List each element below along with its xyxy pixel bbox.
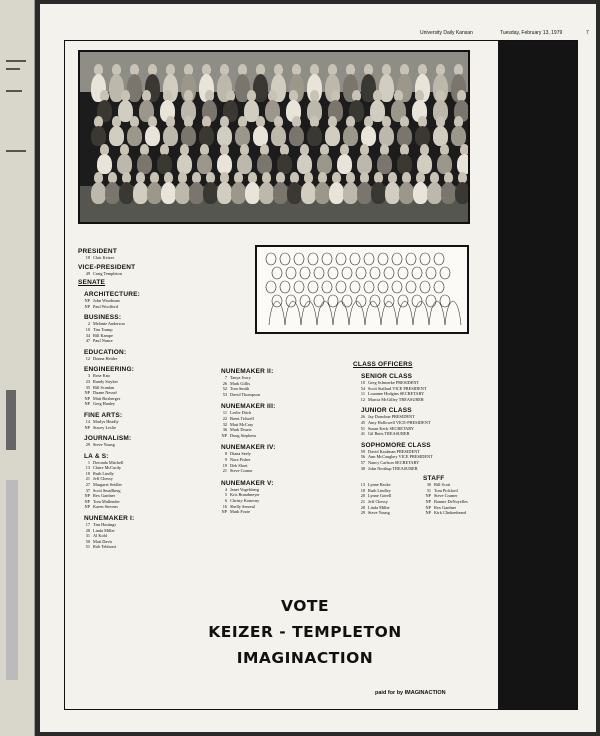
candidate-entry (215, 468, 335, 474)
ballot-number: 28 (85, 527, 90, 533)
candidate-name: Shelly Senreal (230, 503, 255, 509)
person-body (91, 126, 106, 146)
ballot-number: 3 (87, 373, 90, 379)
ballot-number: 35 (85, 384, 90, 390)
person-body (273, 182, 288, 204)
sketch-drawing (257, 247, 463, 328)
person-body (399, 182, 414, 204)
candidate-name: Jeff Chessy (368, 498, 388, 504)
candidate-name: Nora Fisher (230, 456, 251, 462)
ballot-number: 9 (224, 456, 227, 462)
person-body (259, 182, 274, 204)
person-body (385, 182, 400, 204)
candidate-name: Susan Keck SECRETARY (368, 425, 414, 431)
candidate-name: Brent Tidwell (230, 415, 254, 421)
candidate-name: Amy Hollowell VICE-PRESIDENT (368, 419, 431, 425)
candidate-name: Doug Stephens (230, 432, 257, 438)
ballot-number: NP (84, 424, 90, 430)
ballot-number: 12 (85, 355, 90, 361)
group-heading: NUNEMAKER III: (221, 403, 276, 411)
person-body (457, 154, 470, 174)
person-body (175, 182, 190, 204)
group-heading: FINE ARTS: (84, 411, 123, 419)
vice-president-heading: VICE-PRESIDENT (78, 263, 136, 271)
person-body (297, 154, 312, 174)
ballot-number: 18 (85, 470, 90, 476)
candidate-name: Donna Heider (93, 355, 118, 361)
person-body (147, 182, 162, 204)
candidate-name: Matt Davis (93, 538, 113, 544)
candidate-name: Marcia McGilley TREASURER (368, 396, 424, 402)
candidate-name: John Woodman (93, 298, 120, 304)
vote-line: VOTE (280, 597, 330, 615)
ballot-number: 19 (222, 462, 227, 468)
ballot-number: 17 (85, 522, 90, 528)
candidate-name: Deronda Mitchell (93, 459, 124, 465)
ballot-number: NP (84, 493, 90, 499)
person-body (271, 126, 286, 146)
candidate-entry (215, 392, 335, 398)
candidate-name: Duane Nessel (93, 390, 117, 396)
group-heading: ARCHITECTURE: (84, 291, 141, 299)
president-heading: PRESIDENT (78, 248, 118, 255)
ballot-number: NP (425, 504, 431, 510)
staff-heading: STAFF (423, 475, 445, 483)
ballot-number: NP (221, 509, 227, 515)
person-body (105, 182, 120, 204)
person-body (289, 126, 304, 146)
ballot-number: NP (84, 298, 90, 304)
candidate-name: Christy Konecny (230, 497, 260, 503)
candidate-name: Al Kohl (93, 533, 107, 539)
group-photo (78, 50, 470, 224)
person-body (161, 182, 176, 204)
candidate-name: Bonnie DeNoyelles (434, 498, 468, 504)
group-heading: NUNEMAKER V: (221, 479, 274, 487)
person-body (127, 126, 142, 146)
ballot-number: 53 (222, 391, 227, 397)
class-heading: JUNIOR CLASS (361, 407, 412, 415)
candidate-name: Tim Hastings (93, 522, 117, 528)
candidate-entry (215, 509, 335, 515)
candidate-name: Deb Short (230, 462, 248, 468)
person-body (157, 154, 172, 174)
person-body (181, 126, 196, 146)
candidate-name: Gil Betts TREASURER (368, 431, 410, 437)
class-officers-heading: CLASS OFFICERS (353, 361, 413, 368)
person-body (329, 182, 344, 204)
candidate-entry (419, 510, 468, 516)
candidate-name: Clair Keizer (93, 255, 115, 260)
candidate-name: Steve Young (368, 510, 390, 516)
page-number: 7 (586, 30, 589, 36)
party-line: IMAGINACTION (236, 649, 374, 667)
person-body (117, 154, 132, 174)
candidate-name: David Thompson (230, 391, 260, 397)
candidate-name: Tom Pickford (434, 487, 458, 493)
candidate-name: Randy Stryker (93, 378, 118, 384)
candidate-name: Jay Donohue PRESIDENT (368, 414, 415, 420)
ballot-number: 29 (360, 510, 365, 516)
candidate-name: Melanie Anderson (93, 321, 125, 327)
person-body (235, 126, 250, 146)
ballot-number: 1 (87, 459, 90, 465)
ballot-number: 23 (85, 378, 90, 384)
candidate-name: Matt McCray (230, 421, 254, 427)
candidate-name: Scott Smallberg (93, 487, 121, 493)
ballot-number: 10 (360, 380, 365, 385)
group-heading: NUNEMAKER I: (84, 515, 135, 523)
candidate-entry (78, 255, 248, 261)
ballot-number: NP (84, 303, 90, 309)
candidate-name: Jeff Chessy (93, 476, 113, 482)
candidate-name: Rex Gardner (434, 504, 457, 510)
person-body (217, 154, 232, 174)
person-body (325, 126, 340, 146)
candidate-name: Stacey Leslie (93, 424, 117, 430)
candidate-name: Steve Cramer (434, 493, 458, 499)
ballot-number: 31 (85, 533, 90, 539)
person-body (231, 182, 246, 204)
candidate-name: Kirk Clinkenbeard (434, 510, 467, 516)
ballot-number: 45 (360, 419, 365, 425)
candidate-name: Louanne Hodgins SECRETARY (368, 391, 425, 397)
person-body (451, 126, 466, 146)
person-body (357, 182, 372, 204)
candidate-name: Craig Templeton (93, 270, 122, 276)
person-body (145, 126, 160, 146)
candidate-name: Greg Hanley (93, 401, 116, 407)
imaginaction-banner (498, 41, 577, 709)
candidate-entry (78, 356, 248, 362)
ballot-number: 49 (85, 270, 90, 276)
ballot-number: 7 (224, 375, 227, 380)
ballot-number: 8 (224, 451, 227, 457)
ballot-number: 32 (222, 421, 227, 427)
candidate-name: Diana Seely (230, 451, 251, 457)
ballot-number: 5 (224, 492, 227, 498)
class-heading: SENIOR CLASS (361, 373, 413, 380)
ballot-number: 26 (222, 380, 227, 386)
ballot-number: 18 (360, 487, 365, 493)
ballot-number: NP (84, 504, 90, 510)
paid-for-note: paid for by IMAGINACTION (375, 690, 446, 696)
candidate-name: Tanya Ivory (230, 375, 251, 380)
ballot-number: 13 (85, 465, 90, 471)
ballot-number: 41 (360, 431, 365, 437)
ballot-number: 12 (360, 396, 365, 402)
candidate-name: Tim Trump (93, 326, 113, 332)
candidate-name: Kris Brandmeyer (230, 492, 260, 498)
ballot-number: 21 (85, 476, 90, 482)
candidate-entry (353, 431, 493, 437)
ballot-number: 56 (360, 454, 365, 460)
candidate-name: Steve Young (93, 442, 115, 448)
ballot-number: 54 (360, 385, 365, 391)
candidate-name: Rob Tebhorst (93, 544, 117, 550)
ballot-number: 16 (222, 503, 227, 509)
candidates-line: KEIZER - TEMPLETON (208, 623, 402, 641)
candidate-name: Bill Scott (434, 482, 451, 488)
candidate-name: Scott Stallard VICE PRESIDENT (368, 385, 427, 391)
person-body (301, 182, 316, 204)
ballot-number: NP (84, 390, 90, 396)
ballot-number: 30 (426, 482, 431, 488)
group-heading: ENGINEERING: (84, 366, 135, 374)
candidate-name: Greg Schmerke PRESIDENT (368, 380, 420, 385)
middle-column (215, 362, 335, 515)
candidate-name: Lynne Racke (368, 482, 391, 488)
ballot-number: 18 (85, 255, 90, 260)
person-body (119, 182, 134, 204)
ballot-number: 11 (360, 391, 365, 397)
candidate-name: Ruth Lindley (368, 487, 391, 493)
ballot-number: NP (425, 510, 431, 516)
ballot-number: 47 (85, 338, 90, 344)
candidate-name: David Kaufman PRESIDENT (368, 448, 420, 454)
person-body (437, 154, 452, 174)
person-body (307, 126, 322, 146)
ballot-number: 51 (85, 544, 90, 550)
ballot-number: 38 (360, 465, 365, 471)
ballot-number: 11 (222, 410, 227, 416)
ballot-number: 10 (85, 326, 90, 332)
candidate-entry (215, 433, 335, 439)
person-body (245, 182, 260, 204)
caricature-sketch (255, 245, 469, 334)
ballot-number: NP (425, 498, 431, 504)
candidate-name: Bill Scanlan (93, 384, 115, 390)
ballot-number: NP (221, 432, 227, 438)
ballot-number: 31 (426, 487, 431, 493)
person-body (277, 154, 292, 174)
group-heading: NUNEMAKER II: (221, 368, 274, 375)
ballot-number: 20 (360, 493, 365, 499)
candidate-name: Ann McCaughey VICE PRESIDENT (368, 454, 433, 460)
person-body (361, 126, 376, 146)
candidate-entry (353, 510, 391, 516)
person-body (343, 126, 358, 146)
person-body (337, 154, 352, 174)
person-body (377, 154, 392, 174)
person-body (133, 182, 148, 204)
person-body (397, 126, 412, 146)
candidate-name: Mark Foote (230, 509, 251, 515)
ballot-number: 37 (85, 487, 90, 493)
ballot-number: NP (425, 493, 431, 499)
candidate-name: Rose Kno (93, 373, 111, 379)
senate-heading: SENATE (78, 279, 106, 287)
candidate-name: Matt Boxberger (93, 395, 121, 401)
person-body (203, 182, 218, 204)
person-body (197, 154, 212, 174)
candidate-name: Claire McCurdy (93, 465, 122, 471)
candidate-name: Janet Vogelsberg (230, 486, 260, 492)
candidate-name: Leslie Ditch (230, 410, 252, 416)
ballot-number: 21 (222, 468, 227, 474)
candidate-name: Marlys Headly (93, 418, 119, 424)
person-body (343, 182, 358, 204)
newspaper-page (40, 4, 596, 732)
candidate-name: Lynne Gavell (368, 493, 392, 499)
ballot-number: 52 (222, 386, 227, 392)
person-body (189, 182, 204, 204)
person-body (91, 182, 106, 204)
person-body (287, 182, 302, 204)
candidate-name: Mark Gillis (230, 380, 250, 386)
person-body (199, 126, 214, 146)
ballot-number: 4 (224, 486, 227, 492)
person-body (109, 126, 124, 146)
ballot-number: 51 (360, 425, 365, 431)
group-heading: EDUCATION: (84, 348, 127, 356)
person-body (317, 154, 332, 174)
person-body (427, 182, 442, 204)
person-body (217, 126, 232, 146)
group-heading: LA & S: (84, 452, 109, 460)
group-heading: NUNEMAKER IV: (221, 444, 276, 452)
group-heading: BUSINESS: (84, 314, 122, 322)
candidate-name: Nancy Carlson SECRETARY (368, 459, 420, 465)
candidate-name: Ruth Lindly (93, 470, 114, 476)
candidate-name: Linda Miller (368, 504, 390, 510)
issue-date: Tuesday, February 13, 1979 (500, 30, 563, 36)
person-body (415, 126, 430, 146)
candidate-name: Tom Mullender (93, 498, 120, 504)
person-body (97, 154, 112, 174)
candidate-entry (78, 304, 248, 310)
ballot-number: 29 (85, 442, 90, 448)
ballot-number: 28 (360, 504, 365, 510)
ballot-number: 22 (222, 415, 227, 421)
class-heading: SOPHOMORE CLASS (361, 441, 431, 449)
candidate-name: Rex Gardner (93, 493, 116, 499)
ballot-number: 14 (85, 418, 90, 424)
person-body (397, 154, 412, 174)
ballot-number: 27 (85, 482, 90, 488)
person-body (217, 182, 232, 204)
candidate-entry (78, 338, 248, 344)
candidate-name: Paul Nance (93, 338, 113, 344)
candidate-name: Karen Stevens (93, 504, 118, 510)
right-column (353, 361, 493, 522)
person-body (163, 126, 178, 146)
candidate-name: John Northup TREASURER (368, 465, 418, 471)
ballot-number: 36 (222, 427, 227, 433)
ballot-number: 26 (360, 414, 365, 420)
person-body (137, 154, 152, 174)
ballot-number: NP (84, 401, 90, 407)
candidate-name: Linda Miller (93, 527, 115, 533)
campaign-advertisement (64, 40, 578, 710)
person-body (371, 182, 386, 204)
person-body (357, 154, 372, 174)
person-body (257, 154, 272, 174)
person-body (441, 182, 456, 204)
ballot-number: 2 (87, 321, 90, 327)
candidate-name: Margaret Seidler (93, 482, 122, 488)
candidate-entry (353, 466, 493, 472)
candidate-name: Bill Kampe (93, 332, 113, 338)
person-body (177, 154, 192, 174)
candidate-name: Mark Drazic (230, 427, 252, 433)
ballot-number: 34 (85, 332, 90, 338)
previous-page-edge (0, 0, 35, 736)
person-body (455, 182, 470, 204)
person-body (417, 154, 432, 174)
ballot-number: NP (84, 395, 90, 401)
person-body (379, 126, 394, 146)
person-body (253, 126, 268, 146)
ballot-number: 6 (224, 497, 227, 503)
ballot-number: 50 (85, 538, 90, 544)
candidate-entry (353, 397, 493, 403)
ballot-number: 59 (360, 448, 365, 454)
ballot-number: 21 (360, 498, 365, 504)
ballot-number: NP (84, 498, 90, 504)
person-body (237, 154, 252, 174)
person-body (413, 182, 428, 204)
person-body (315, 182, 330, 204)
candidate-entry (78, 544, 248, 550)
candidate-entry (78, 271, 248, 277)
ballot-number: 13 (360, 482, 365, 488)
candidate-name: Tom Smith (230, 386, 250, 392)
publication-name: University Daily Kansan (420, 30, 473, 36)
person-body (433, 126, 448, 146)
ballot-number: 57 (360, 459, 365, 465)
candidate-name: Steve Cranor (230, 468, 253, 474)
group-heading: JOURNALISM: (84, 435, 132, 443)
candidate-name: Paul Woolford (93, 303, 118, 309)
